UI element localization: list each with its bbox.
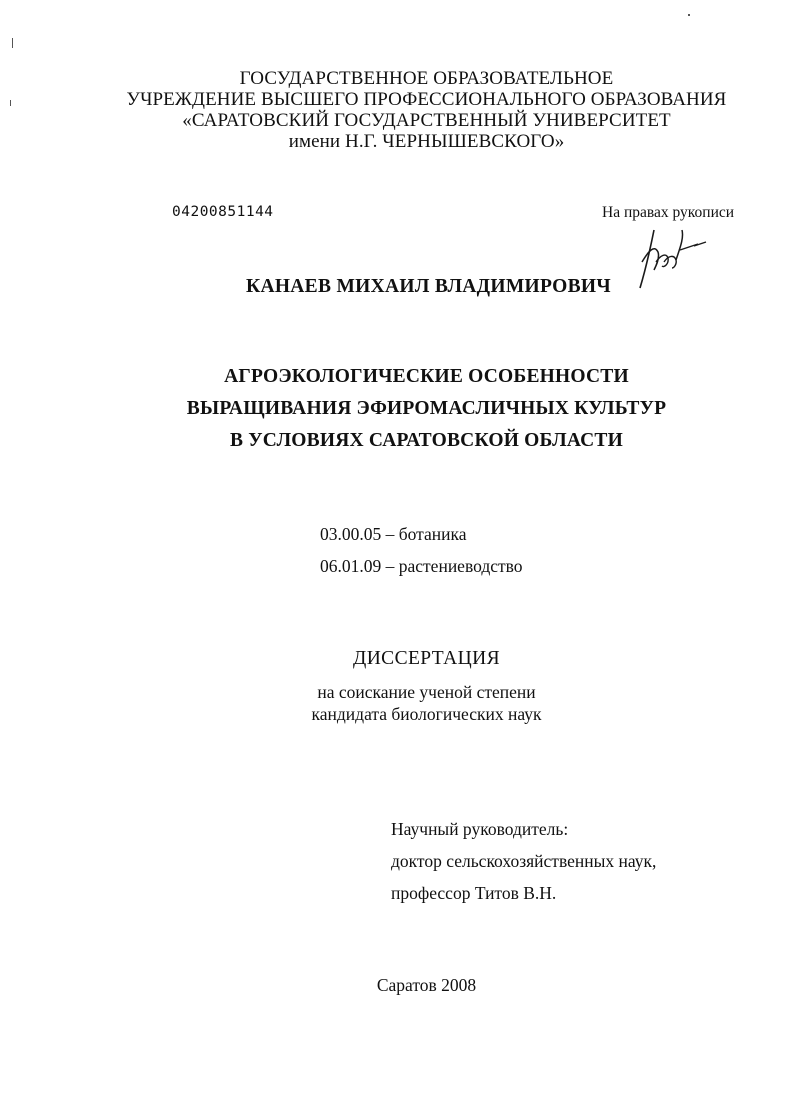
registration-code: 04200851144 [172,204,274,220]
advisor-line-2: доктор сельскохозяйственных наук, [391,851,657,871]
specialty-1: 03.00.05 – ботаника [320,524,467,544]
institution-line-4: имени Н.Г. ЧЕРНЫШЕВСКОГО» [288,131,565,152]
scan-speck [688,14,690,16]
scan-speck [12,38,13,48]
institution-header [30,68,793,152]
advisor-line-3: профессор Титов В.Н. [391,883,557,903]
specialty-2: 06.01.09 – растениеводство [320,556,523,576]
title-line-3: В УСЛОВИЯХ САРАТОВСКОЙ ОБЛАСТИ [229,430,624,451]
title-line-2: ВЫРАЩИВАНИЯ ЭФИРОМАСЛИЧНЫХ КУЛЬТУР [186,398,667,419]
institution-line-3: «САРАТОВСКИЙ ГОСУДАРСТВЕННЫЙ УНИВЕРСИТЕТ [182,110,671,131]
degree-statement [30,681,793,725]
rights-note: На правах рукописи [602,204,735,221]
specialties [320,518,523,582]
degree-line-2: кандидата биологических наук [311,704,542,724]
scan-speck [10,100,11,106]
document-type: ДИССЕРТАЦИЯ [353,648,500,669]
institution-line-1: ГОСУДАРСТВЕННОЕ ОБРАЗОВАТЕЛЬНОЕ [239,68,614,89]
title-line-1: АГРОЭКОЛОГИЧЕСКИЕ ОСОБЕННОСТИ [224,366,629,387]
advisor-line-1: Научный руководитель: [391,819,569,839]
degree-line-1: на соискание ученой степени [317,682,536,702]
dissertation-title [30,361,793,457]
advisor-block [391,813,656,909]
city-year: Саратов 2008 [376,975,477,995]
institution-line-2: УЧРЕЖДЕНИЕ ВЫСШЕГО ПРОФЕССИОНАЛЬНОГО ОБРАЗОВАНИЯ [126,89,727,110]
author-name: КАНАЕВ МИХАИЛ ВЛАДИМИРОВИЧ [246,276,611,297]
